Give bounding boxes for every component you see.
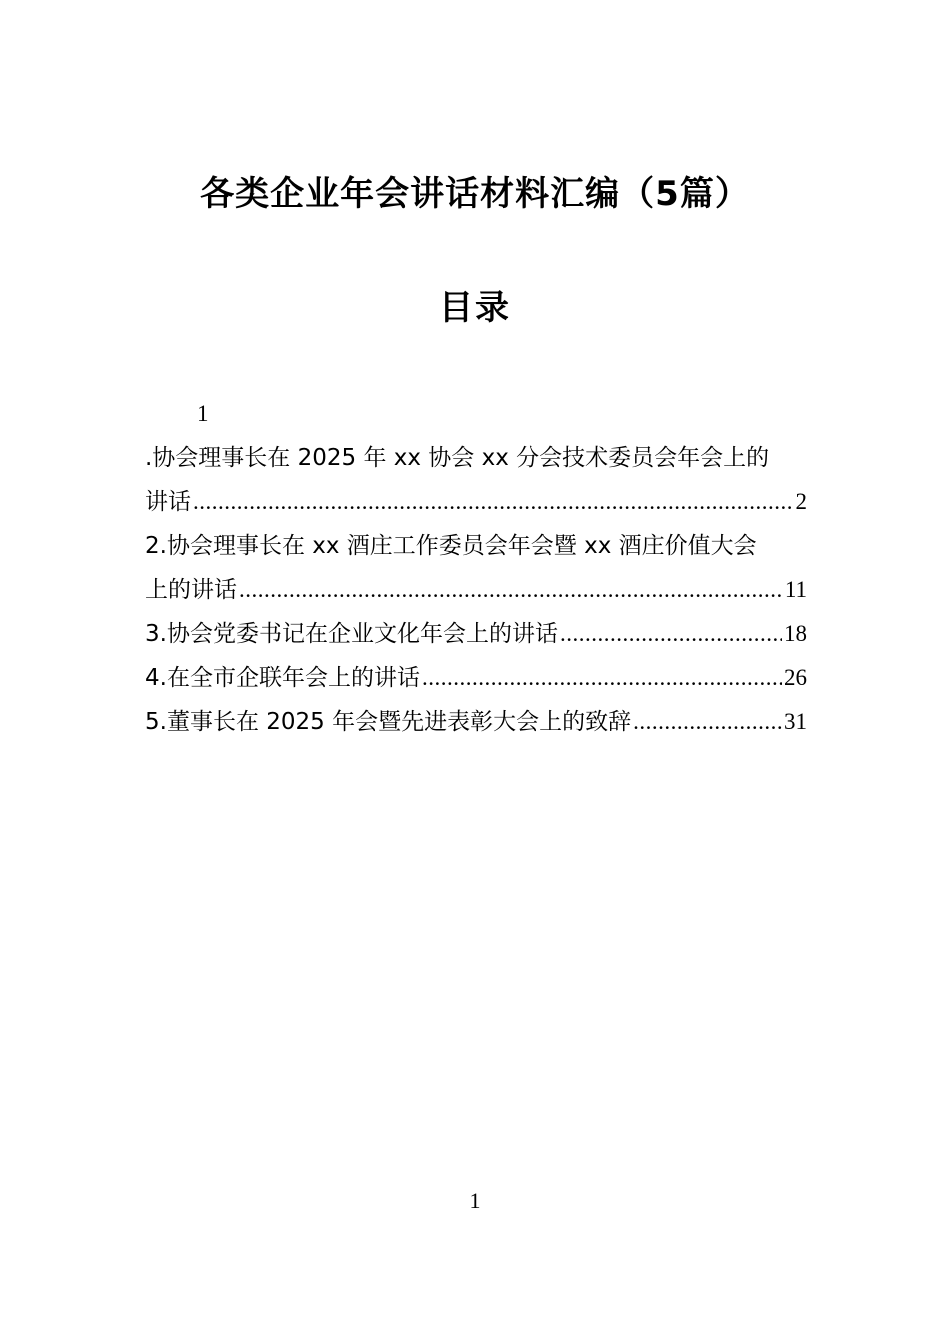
toc-dot-leader bbox=[422, 656, 782, 700]
footer-page-number: 1 bbox=[469, 1188, 481, 1213]
toc-page-number[interactable]: 18 bbox=[784, 621, 807, 646]
toc-dot-leader bbox=[239, 568, 783, 612]
toc-item-1-line2[interactable] bbox=[145, 480, 807, 524]
toc-item-2-line1[interactable] bbox=[145, 524, 807, 568]
toc-item-2-line2[interactable] bbox=[145, 568, 807, 612]
table-of-contents bbox=[145, 392, 807, 744]
toc-page-number[interactable]: 11 bbox=[784, 577, 807, 602]
toc-heading: 目录 bbox=[439, 288, 511, 328]
toc-item-4[interactable] bbox=[145, 656, 807, 700]
toc-page-number[interactable]: 31 bbox=[784, 709, 807, 734]
toc-item-title[interactable]: 5.董事长在 2025 年会暨先进表彰大会上的致辞 bbox=[145, 709, 632, 735]
toc-item-title[interactable]: .协会理事长在 2025 年 xx 协会 xx 分会技术委员会年会上的 bbox=[145, 445, 770, 471]
document-title: 各类企业年会讲话材料汇编（5篇） bbox=[200, 174, 750, 214]
toc-dot-leader bbox=[633, 700, 782, 744]
toc-item-3[interactable] bbox=[145, 612, 807, 656]
toc-item-1-number bbox=[145, 392, 807, 436]
toc-page-number[interactable]: 26 bbox=[784, 665, 807, 690]
toc-item-1-line1[interactable] bbox=[145, 436, 807, 480]
toc-dot-leader bbox=[193, 480, 794, 524]
toc-item-title[interactable]: 2.协会理事长在 xx 酒庄工作委员会年会暨 xx 酒庄价值大会 bbox=[145, 533, 757, 559]
toc-dot-leader bbox=[560, 612, 782, 656]
toc-page-number[interactable]: 2 bbox=[795, 489, 807, 514]
toc-item-number: 1 bbox=[197, 401, 209, 426]
toc-item-title[interactable]: 4.在全市企联年会上的讲话 bbox=[145, 665, 420, 691]
toc-item-title-continued[interactable]: 讲话 bbox=[145, 489, 191, 515]
toc-item-title-continued[interactable]: 上的讲话 bbox=[145, 577, 237, 603]
toc-item-5[interactable] bbox=[145, 700, 807, 744]
toc-item-title[interactable]: 3.协会党委书记在企业文化年会上的讲话 bbox=[145, 621, 558, 647]
